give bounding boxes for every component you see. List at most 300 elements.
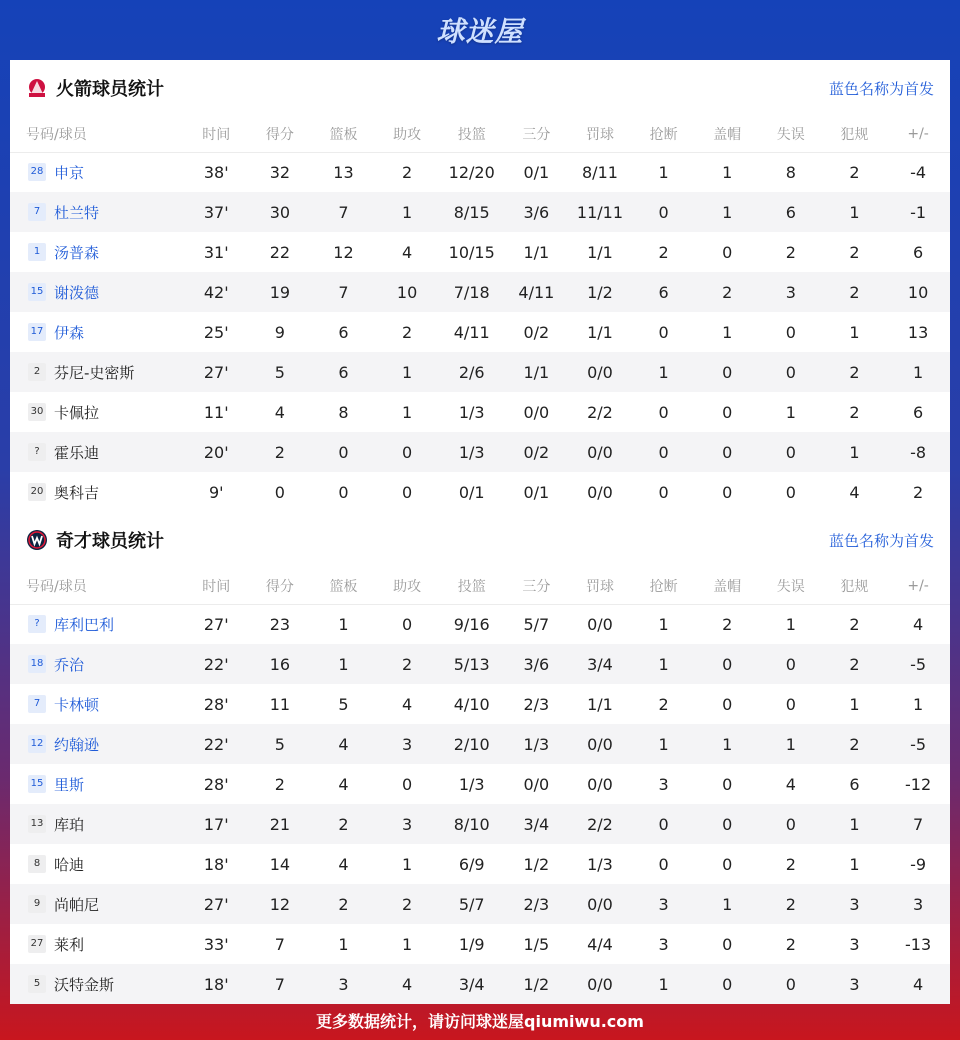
stat-cell: 0 bbox=[632, 192, 696, 232]
player-cell bbox=[10, 724, 184, 764]
column-header[interactable]: 号码/球员 bbox=[10, 116, 184, 152]
stat-cell: 7 bbox=[886, 804, 950, 844]
stat-cell: 13 bbox=[907, 322, 929, 342]
stat-cell: 0 bbox=[695, 432, 759, 472]
table-row[interactable] bbox=[10, 272, 950, 312]
stat-cell: -9 bbox=[910, 854, 927, 874]
starter-legend-note: 蓝色名称为首发 bbox=[828, 531, 934, 550]
stat-cell: 4 bbox=[849, 482, 860, 502]
stat-cell: 2 bbox=[785, 854, 796, 874]
table-header-row bbox=[10, 568, 950, 604]
player-name-link[interactable]: 奥科吉 bbox=[54, 483, 100, 502]
jersey-number-badge: 30 bbox=[28, 403, 46, 421]
stat-cell: 6 bbox=[632, 272, 696, 312]
stat-cell: 0 bbox=[658, 402, 669, 422]
player-name-link[interactable]: 霍乐迪 bbox=[54, 443, 100, 462]
jersey-number-badge: 28 bbox=[28, 163, 46, 181]
stat-cell: 7 bbox=[248, 964, 312, 1004]
team-section-header bbox=[10, 512, 950, 568]
stat-cell: 0 bbox=[759, 432, 823, 472]
table-row[interactable] bbox=[10, 152, 950, 192]
table-row[interactable] bbox=[10, 924, 950, 964]
stat-cell: 1 bbox=[632, 964, 696, 1004]
stat-cell: 11/11 bbox=[568, 192, 632, 232]
jersey-number-badge: 15 bbox=[28, 775, 46, 793]
player-stats-table bbox=[10, 568, 950, 1004]
stat-cell: 1 bbox=[632, 352, 696, 392]
table-row[interactable] bbox=[10, 804, 950, 844]
column-header[interactable]: 罚球 bbox=[568, 116, 632, 152]
stat-cell: 1/1 bbox=[523, 242, 550, 262]
stat-cell: 0 bbox=[632, 432, 696, 472]
stat-cell: 1 bbox=[401, 402, 413, 422]
stat-cell: 1 bbox=[312, 644, 376, 684]
stat-cell: 3 bbox=[823, 964, 887, 1004]
column-header[interactable]: 三分 bbox=[505, 116, 569, 152]
stat-cell: 1/1 bbox=[587, 694, 613, 714]
stat-cell: 2 bbox=[312, 884, 376, 924]
player-cell bbox=[10, 604, 184, 644]
player-name-link[interactable]: 卡林顿 bbox=[54, 695, 100, 714]
player-cell bbox=[10, 764, 184, 804]
column-header[interactable]: +/- bbox=[886, 116, 950, 152]
jersey-number-badge: 9 bbox=[28, 895, 46, 913]
stat-cell: 16 bbox=[248, 644, 312, 684]
stat-cell: 1 bbox=[338, 614, 349, 634]
column-header[interactable]: 投篮 bbox=[439, 116, 505, 152]
stat-cell: 0 bbox=[722, 774, 733, 794]
player-name-link[interactable]: 里斯 bbox=[54, 775, 85, 794]
stat-cell: 4 bbox=[401, 694, 413, 714]
footer-banner bbox=[0, 1000, 960, 1040]
stat-cell: 3/6 bbox=[505, 644, 569, 684]
stat-cell: 6/9 bbox=[458, 854, 485, 874]
stat-cell: 1/3 bbox=[587, 854, 613, 874]
stat-cell: 25' bbox=[203, 322, 229, 342]
column-header[interactable]: 抢断 bbox=[632, 116, 696, 152]
stat-cell: 7 bbox=[274, 934, 285, 954]
stat-cell: 18' bbox=[203, 854, 229, 874]
stat-cell: 2 bbox=[823, 272, 887, 312]
stat-cell: 6 bbox=[312, 352, 376, 392]
stat-cell: 1 bbox=[849, 322, 860, 342]
stat-cell: 2/6 bbox=[439, 352, 505, 392]
player-stats-table bbox=[10, 116, 950, 512]
stat-cell: 3 bbox=[658, 934, 669, 954]
stat-cell: 3 bbox=[886, 884, 950, 924]
stat-cell: 4/4 bbox=[587, 934, 613, 954]
player-name-link[interactable]: 申京 bbox=[54, 163, 85, 182]
jersey-number-badge: 7 bbox=[28, 203, 46, 221]
table-row[interactable] bbox=[10, 844, 950, 884]
stat-cell: 23 bbox=[269, 614, 291, 634]
stat-cell: 1/1 bbox=[587, 242, 613, 262]
stat-cell: 0/1 bbox=[523, 482, 550, 502]
stat-cell: 4 bbox=[785, 774, 796, 794]
stat-cell: 0 bbox=[759, 352, 823, 392]
stat-cell: 0/2 bbox=[523, 322, 550, 342]
stat-cell: 0 bbox=[312, 432, 376, 472]
stat-cell: 4 bbox=[338, 774, 349, 794]
footer-link-text[interactable]: 更多数据统计，请访问球迷屋qiumiwu.com bbox=[316, 1011, 644, 1031]
stat-cell: 30 bbox=[248, 192, 312, 232]
player-cell bbox=[10, 844, 184, 884]
stat-cell: 4/10 bbox=[453, 694, 490, 714]
stat-cell: 0 bbox=[722, 482, 733, 502]
stat-cell: 7 bbox=[312, 272, 376, 312]
stat-cell: 0 bbox=[695, 644, 759, 684]
table-row[interactable] bbox=[10, 312, 950, 352]
stat-cell: 1 bbox=[401, 934, 413, 954]
column-header[interactable]: 投篮 bbox=[439, 568, 505, 604]
stat-cell: 8 bbox=[785, 162, 796, 182]
stat-cell: 8/10 bbox=[439, 804, 505, 844]
stat-cell: -4 bbox=[910, 162, 927, 182]
stat-cell: 11' bbox=[203, 402, 229, 422]
stat-cell: 0 bbox=[722, 854, 733, 874]
stat-cell: 1 bbox=[375, 192, 439, 232]
jersey-number-badge: 1 bbox=[28, 243, 46, 261]
stat-cell: 0/0 bbox=[568, 884, 632, 924]
stat-cell: 9 bbox=[274, 322, 285, 342]
player-name-link[interactable]: 库珀 bbox=[54, 815, 85, 834]
stat-cell: 32 bbox=[269, 162, 291, 182]
player-cell bbox=[10, 152, 184, 192]
stat-cell: 3/4 bbox=[568, 644, 632, 684]
column-header[interactable]: 得分 bbox=[248, 116, 312, 152]
table-row[interactable] bbox=[10, 192, 950, 232]
stat-cell: 2 bbox=[785, 934, 796, 954]
stat-cell: 17' bbox=[184, 804, 248, 844]
player-name-link[interactable]: 约翰逊 bbox=[54, 735, 100, 754]
stat-cell: 6 bbox=[338, 322, 349, 342]
player-name-link[interactable]: 谢泼德 bbox=[54, 283, 100, 302]
stat-cell: 38' bbox=[203, 162, 229, 182]
column-header[interactable]: 失误 bbox=[759, 116, 823, 152]
stat-cell: 1 bbox=[695, 724, 759, 764]
stat-cell: 0/0 bbox=[568, 964, 632, 1004]
stat-cell: 0/2 bbox=[505, 432, 569, 472]
stat-cell: 31' bbox=[203, 242, 229, 262]
stat-cell: 9' bbox=[208, 482, 224, 502]
stat-cell: -12 bbox=[905, 774, 932, 794]
table-row[interactable] bbox=[10, 684, 950, 724]
stat-cell: 20' bbox=[184, 432, 248, 472]
stat-cell: 8/11 bbox=[582, 162, 618, 182]
stat-cell: 3/4 bbox=[439, 964, 505, 1004]
jersey-number-badge: 2 bbox=[28, 363, 46, 381]
stat-cell: 2 bbox=[913, 482, 924, 502]
stat-cell: 1 bbox=[823, 192, 887, 232]
stat-cell: 0 bbox=[785, 322, 796, 342]
starter-legend-note: 蓝色名称为首发 bbox=[828, 79, 934, 98]
stat-cell: 3/6 bbox=[505, 192, 569, 232]
player-cell bbox=[10, 924, 184, 964]
column-header[interactable]: 时间 bbox=[184, 116, 248, 152]
player-name-link[interactable]: 哈迪 bbox=[54, 855, 85, 874]
stat-cell: 4 bbox=[375, 964, 439, 1004]
table-row[interactable] bbox=[10, 884, 950, 924]
stat-cell: 0 bbox=[759, 804, 823, 844]
stat-cell: 1/1 bbox=[587, 322, 613, 342]
player-name-link[interactable]: 杜兰特 bbox=[54, 203, 100, 222]
stat-cell: 1 bbox=[759, 724, 823, 764]
stat-cell: 2 bbox=[375, 644, 439, 684]
stat-cell: 1 bbox=[722, 322, 733, 342]
stat-cell: 0 bbox=[401, 482, 413, 502]
column-header[interactable]: 罚球 bbox=[568, 568, 632, 604]
stat-cell: 2 bbox=[849, 614, 860, 634]
stat-cell: 2 bbox=[722, 614, 733, 634]
jersey-number-badge: 15 bbox=[28, 283, 46, 301]
column-header[interactable]: 盖帽 bbox=[695, 568, 759, 604]
stat-cell: 14 bbox=[269, 854, 291, 874]
stat-cell: 12 bbox=[333, 242, 354, 262]
stat-cell: 1 bbox=[632, 724, 696, 764]
stat-cell: 2 bbox=[401, 162, 413, 182]
stat-cell: 1/3 bbox=[458, 402, 485, 422]
stat-cell: 2/3 bbox=[523, 694, 550, 714]
table-row[interactable] bbox=[10, 644, 950, 684]
player-name-link[interactable]: 卡佩拉 bbox=[54, 403, 100, 422]
player-cell bbox=[10, 884, 184, 924]
stat-cell: 2 bbox=[375, 884, 439, 924]
player-name-link[interactable]: 汤普森 bbox=[54, 243, 100, 262]
column-header[interactable]: 犯规 bbox=[823, 116, 887, 152]
stat-cell: 22 bbox=[269, 242, 291, 262]
stat-cell: 0 bbox=[695, 352, 759, 392]
player-cell bbox=[10, 684, 184, 724]
stat-cell: 1 bbox=[823, 432, 887, 472]
stat-cell: 28' bbox=[203, 694, 229, 714]
stat-cell: 6 bbox=[913, 242, 924, 262]
stats-panel bbox=[10, 60, 950, 1000]
stat-cell: 3 bbox=[849, 934, 860, 954]
stat-cell: 1/2 bbox=[523, 854, 550, 874]
column-header[interactable]: 号码/球员 bbox=[10, 568, 184, 604]
stat-cell: 1/3 bbox=[505, 724, 569, 764]
table-row[interactable] bbox=[10, 352, 950, 392]
stat-cell: 3 bbox=[759, 272, 823, 312]
column-header[interactable]: 犯规 bbox=[823, 568, 887, 604]
stat-cell: 0/1 bbox=[458, 482, 485, 502]
jersey-number-badge: 5 bbox=[28, 975, 46, 993]
stat-cell: 1 bbox=[886, 352, 950, 392]
wizards-logo-icon bbox=[26, 529, 48, 551]
stat-cell: 2 bbox=[823, 644, 887, 684]
table-row[interactable] bbox=[10, 964, 950, 1004]
stat-cell: 1 bbox=[658, 162, 669, 182]
player-name-link[interactable]: 乔治 bbox=[54, 655, 85, 674]
rockets-logo-icon bbox=[26, 77, 48, 99]
stat-cell: 0/0 bbox=[587, 614, 613, 634]
stat-cell: 0/0 bbox=[523, 774, 550, 794]
stat-cell: -1 bbox=[886, 192, 950, 232]
stat-cell: 3 bbox=[658, 774, 669, 794]
player-cell bbox=[10, 472, 184, 512]
column-header[interactable]: 抢断 bbox=[632, 568, 696, 604]
stat-cell: 4/11 bbox=[453, 322, 490, 342]
stat-cell: 9/16 bbox=[453, 614, 490, 634]
player-name-link[interactable]: 尚帕尼 bbox=[54, 895, 100, 914]
stat-cell: 3 bbox=[375, 724, 439, 764]
player-cell bbox=[10, 804, 184, 844]
stat-cell: 27' bbox=[184, 884, 248, 924]
stat-cell: 0/0 bbox=[568, 432, 632, 472]
stat-cell: 19 bbox=[248, 272, 312, 312]
stat-cell: 0 bbox=[695, 964, 759, 1004]
stat-cell: 6 bbox=[913, 402, 924, 422]
stat-cell: 4 bbox=[913, 614, 924, 634]
jersey-number-badge: 12 bbox=[28, 735, 46, 753]
stat-cell: 1 bbox=[785, 614, 796, 634]
stat-cell: 0 bbox=[632, 804, 696, 844]
stat-cell: -5 bbox=[886, 644, 950, 684]
stat-cell: -5 bbox=[886, 724, 950, 764]
team-section-header bbox=[10, 60, 950, 116]
jersey-number-badge: 27 bbox=[28, 935, 46, 953]
stat-cell: 1 bbox=[785, 402, 796, 422]
stat-cell: 5/7 bbox=[523, 614, 550, 634]
jersey-number-badge: 8 bbox=[28, 855, 46, 873]
stat-cell: 3 bbox=[375, 804, 439, 844]
stat-cell: 2/3 bbox=[505, 884, 569, 924]
stat-cell: 8 bbox=[338, 402, 349, 422]
stat-cell: 0 bbox=[375, 432, 439, 472]
stat-cell: -13 bbox=[905, 934, 932, 954]
jersey-number-badge: 18 bbox=[28, 655, 46, 673]
stat-cell: 2 bbox=[274, 774, 285, 794]
stat-cell: 2/10 bbox=[439, 724, 505, 764]
stat-cell: 7 bbox=[312, 192, 376, 232]
stat-cell: 1 bbox=[658, 614, 669, 634]
stat-cell: 42' bbox=[184, 272, 248, 312]
stat-cell: 22' bbox=[184, 724, 248, 764]
stat-cell: 1 bbox=[849, 694, 860, 714]
stat-cell: 1/1 bbox=[505, 352, 569, 392]
stat-cell: 0 bbox=[785, 482, 796, 502]
team-stats-title: 奇才球员统计 bbox=[56, 531, 164, 552]
stat-cell: 2 bbox=[823, 352, 887, 392]
stat-cell: 1/5 bbox=[523, 934, 550, 954]
player-name-link[interactable]: 芬尼-史密斯 bbox=[54, 363, 135, 382]
column-header[interactable]: 盖帽 bbox=[695, 116, 759, 152]
stat-cell: 2 bbox=[248, 432, 312, 472]
stat-cell: 7/18 bbox=[439, 272, 505, 312]
team-stats-title: 火箭球员统计 bbox=[56, 79, 164, 100]
stat-cell: 1 bbox=[401, 854, 413, 874]
player-cell bbox=[10, 232, 184, 272]
stat-cell: 2 bbox=[312, 804, 376, 844]
stat-cell: 0 bbox=[722, 242, 733, 262]
table-row[interactable] bbox=[10, 604, 950, 644]
player-cell bbox=[10, 964, 184, 1004]
stat-cell: 3 bbox=[632, 884, 696, 924]
table-row[interactable] bbox=[10, 432, 950, 472]
stat-cell: 0/0 bbox=[523, 402, 550, 422]
stat-cell: 4/11 bbox=[505, 272, 569, 312]
player-cell bbox=[10, 352, 184, 392]
column-header[interactable]: 篮板 bbox=[312, 568, 376, 604]
stat-cell: 5 bbox=[248, 724, 312, 764]
stat-cell: 12/20 bbox=[448, 162, 495, 182]
stat-cell: 0/0 bbox=[587, 774, 613, 794]
stat-cell: 1 bbox=[695, 884, 759, 924]
table-header-row bbox=[10, 116, 950, 152]
stat-cell: 0/1 bbox=[523, 162, 550, 182]
stat-cell: 37' bbox=[184, 192, 248, 232]
table-row[interactable] bbox=[10, 232, 950, 272]
stat-cell: 21 bbox=[248, 804, 312, 844]
player-name-link[interactable]: 库利巴利 bbox=[54, 615, 115, 634]
stat-cell: 11 bbox=[269, 694, 291, 714]
stat-cell: 3 bbox=[823, 884, 887, 924]
column-header[interactable]: 助攻 bbox=[375, 568, 439, 604]
column-header[interactable]: 篮板 bbox=[312, 116, 376, 152]
stat-cell: 0 bbox=[274, 482, 285, 502]
stat-cell: 13 bbox=[333, 162, 354, 182]
player-name-link[interactable]: 沃特金斯 bbox=[54, 975, 115, 994]
stat-cell: 0/0 bbox=[587, 482, 613, 502]
column-header[interactable]: 时间 bbox=[184, 568, 248, 604]
stat-cell: 33' bbox=[203, 934, 229, 954]
stat-cell: 1 bbox=[823, 804, 887, 844]
column-header[interactable]: 得分 bbox=[248, 568, 312, 604]
site-logo[interactable]: 球迷屋 bbox=[436, 15, 524, 48]
table-row[interactable] bbox=[10, 724, 950, 764]
stat-cell: 28' bbox=[203, 774, 229, 794]
stat-cell: 0 bbox=[785, 694, 796, 714]
stat-cell: 0/0 bbox=[568, 352, 632, 392]
stat-cell: 4 bbox=[401, 242, 413, 262]
stat-cell: 5 bbox=[248, 352, 312, 392]
column-header[interactable]: +/- bbox=[886, 568, 950, 604]
stat-cell: 2 bbox=[849, 402, 860, 422]
player-name-link[interactable]: 莱利 bbox=[54, 935, 85, 954]
stat-cell: 4 bbox=[886, 964, 950, 1004]
stat-cell: 1/2 bbox=[568, 272, 632, 312]
player-cell bbox=[10, 432, 184, 472]
stat-cell: 2 bbox=[823, 724, 887, 764]
stat-cell: 10 bbox=[375, 272, 439, 312]
stat-cell: 27' bbox=[203, 614, 229, 634]
table-row[interactable] bbox=[10, 392, 950, 432]
column-header[interactable]: 三分 bbox=[505, 568, 569, 604]
column-header[interactable]: 助攻 bbox=[375, 116, 439, 152]
stat-cell: 2 bbox=[658, 242, 669, 262]
table-row[interactable] bbox=[10, 472, 950, 512]
stat-cell: 2 bbox=[849, 242, 860, 262]
stat-cell: 0 bbox=[759, 964, 823, 1004]
stat-cell: 2/2 bbox=[587, 402, 613, 422]
player-cell bbox=[10, 272, 184, 312]
table-row[interactable] bbox=[10, 764, 950, 804]
stat-cell: 3/4 bbox=[505, 804, 569, 844]
stat-cell: 1 bbox=[722, 162, 733, 182]
stat-cell: 0 bbox=[695, 804, 759, 844]
stat-cell: 12 bbox=[248, 884, 312, 924]
stat-cell: 10 bbox=[886, 272, 950, 312]
column-header[interactable]: 失误 bbox=[759, 568, 823, 604]
stat-cell: 2 bbox=[759, 884, 823, 924]
player-name-link[interactable]: 伊森 bbox=[54, 323, 85, 342]
stat-cell: 1 bbox=[695, 192, 759, 232]
stat-cell: 0 bbox=[401, 614, 413, 634]
stat-cell: 2 bbox=[849, 162, 860, 182]
stat-cell: 1/2 bbox=[505, 964, 569, 1004]
stat-cell: 0 bbox=[658, 482, 669, 502]
stat-cell: 2 bbox=[658, 694, 669, 714]
